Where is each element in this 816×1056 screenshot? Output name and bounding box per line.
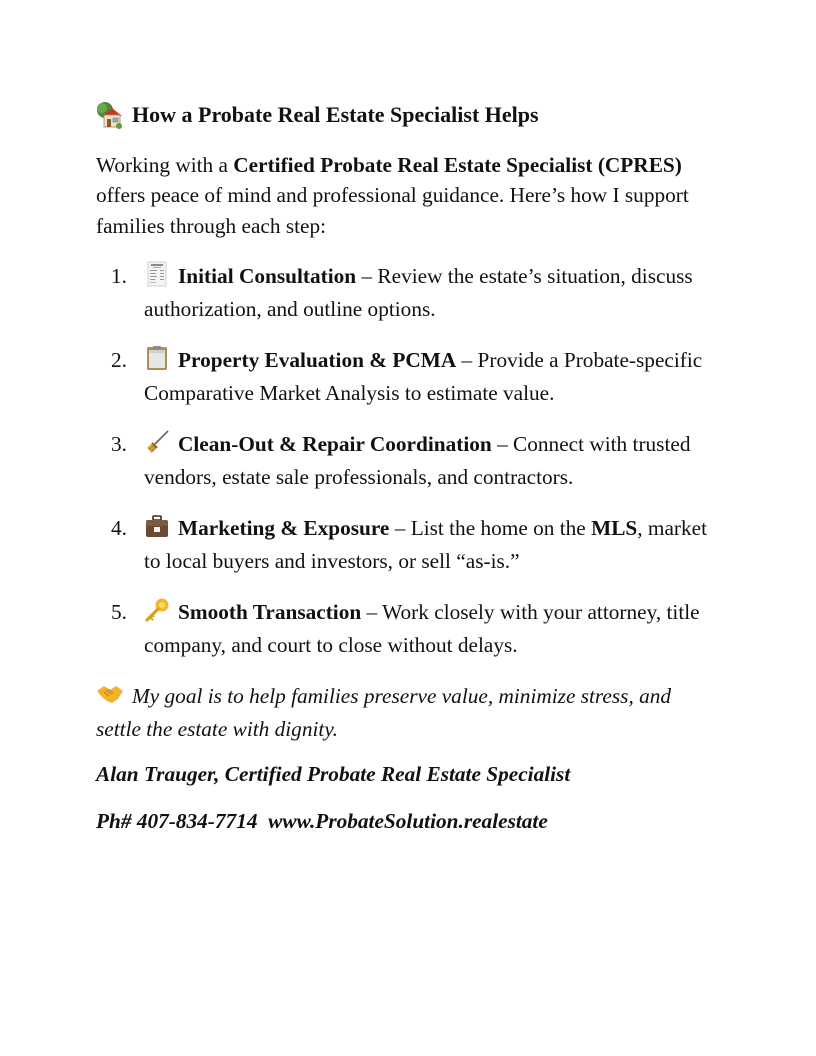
intro-paragraph	[96, 150, 720, 241]
page-heading	[96, 100, 720, 130]
step-description: Review the estate’s situation, discuss authorization, and outline options.	[144, 263, 693, 321]
heading-text: How a Probate Real Estate Specialist Helps	[132, 102, 539, 127]
step-number: 1.	[111, 263, 127, 288]
house-with-garden-icon	[96, 101, 124, 129]
step-dash: –	[389, 515, 411, 540]
step-title: Clean-Out & Repair Coordination	[178, 431, 492, 456]
step-title: Smooth Transaction	[178, 599, 362, 624]
step-description: Work closely with your attorney, title company, and court to close without delays.	[144, 599, 700, 657]
step-number: 4.	[111, 515, 127, 540]
intro-rest: offers peace of mind and professional guidance. Here’s how I support families through each step:	[96, 183, 689, 238]
step-item-smooth-transaction	[96, 596, 720, 662]
step-title: Initial Consultation	[178, 263, 357, 288]
step-title: Marketing & Exposure	[178, 515, 390, 540]
step-description-lead: List the home on the	[410, 515, 592, 540]
step-item-marketing-exposure	[96, 512, 720, 578]
intro-lead: Working with a	[96, 153, 234, 177]
step-description: Connect with trusted vendors, estate sale professionals, and contractors.	[144, 431, 691, 489]
step-dash: –	[361, 599, 383, 624]
step-title: Property Evaluation & PCMA	[178, 347, 457, 372]
broom-icon	[144, 429, 170, 455]
step-description-rest: , market to local buyers and investors, or sell “as-is.”	[144, 515, 708, 573]
document-page	[96, 100, 720, 836]
step-dash: –	[356, 263, 378, 288]
handshake-icon	[96, 682, 124, 706]
key-icon	[144, 597, 170, 623]
receipt-icon	[144, 261, 170, 287]
intro-credential: Certified Probate Real Estate Specialist (CPRES)	[233, 153, 682, 177]
signature-line: Alan Trauger, Certified Probate Real Estate Specialist	[96, 761, 571, 786]
step-item-initial-consultation	[96, 260, 720, 326]
closing-statement	[96, 680, 720, 746]
website-link[interactable]: www.ProbateSolution.realestate	[268, 808, 548, 833]
closing-text: My goal is to help families preserve value, minimize stress, and settle the estate with dignity.	[96, 683, 672, 741]
briefcase-icon	[144, 513, 170, 539]
steps-list	[96, 260, 720, 662]
mls-term: MLS	[591, 515, 638, 540]
step-number: 3.	[111, 431, 127, 456]
step-item-clean-out-repair	[96, 428, 720, 494]
step-number: 5.	[111, 599, 127, 624]
phone-number: Ph# 407-834-7714	[96, 808, 258, 833]
step-dash: –	[456, 347, 478, 372]
clipboard-icon	[144, 345, 170, 371]
step-description: Provide a Probate-specific Comparative Market Analysis to estimate value.	[144, 347, 703, 405]
step-number: 2.	[111, 347, 127, 372]
step-item-property-evaluation	[96, 344, 720, 410]
contact-line	[96, 806, 720, 836]
step-dash: –	[491, 431, 514, 456]
